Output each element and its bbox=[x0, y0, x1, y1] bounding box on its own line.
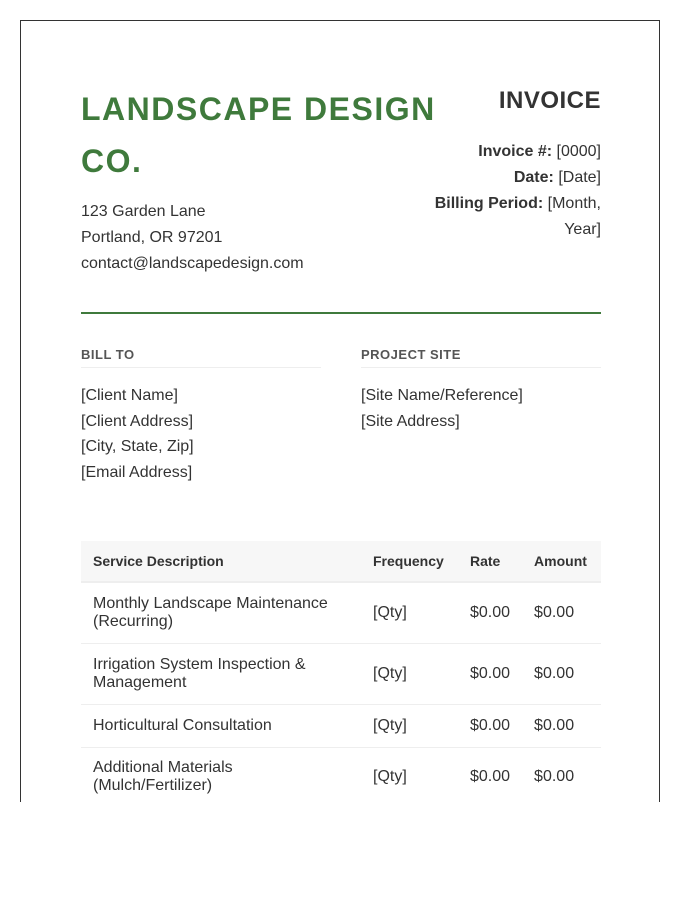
company-street: 123 Garden Lane bbox=[81, 203, 206, 220]
header-frequency: Frequency bbox=[361, 541, 458, 582]
service-frequency: [Qty] bbox=[361, 582, 458, 643]
billing-period-label: Billing Period: bbox=[434, 195, 544, 212]
invoice-date-value: [Date] bbox=[558, 169, 601, 186]
invoice-date-line bbox=[401, 165, 601, 191]
service-frequency: [Qty] bbox=[361, 747, 458, 802]
billing-period-line bbox=[401, 191, 601, 243]
site-name: [Site Name/Reference] bbox=[361, 387, 523, 404]
client-city-state-zip: [City, State, Zip] bbox=[81, 438, 194, 456]
company-email: contact@landscapedesign.com bbox=[81, 255, 304, 272]
service-amount: $0.00 bbox=[522, 747, 601, 802]
bill-to-block bbox=[81, 383, 194, 485]
service-rate: $0.00 bbox=[458, 643, 522, 704]
invoice-number-label: Invoice #: bbox=[478, 143, 553, 160]
service-amount: $0.00 bbox=[522, 643, 601, 704]
project-site-heading: PROJECT SITE bbox=[361, 347, 601, 368]
client-address: [Client Address] bbox=[81, 412, 194, 430]
header-service-description: Service Description bbox=[81, 541, 361, 582]
service-description: Irrigation System Inspection & Management bbox=[81, 643, 361, 704]
bill-to-heading: BILL TO bbox=[81, 347, 321, 368]
table-row bbox=[81, 582, 601, 643]
header-divider bbox=[81, 312, 601, 314]
billing-period-value: [Month, Year] bbox=[547, 195, 601, 238]
service-description: Additional Materials (Mulch/Fertilizer) bbox=[81, 747, 361, 802]
invoice-number-value: [0000] bbox=[556, 143, 601, 160]
service-description: Monthly Landscape Maintenance (Recurring) bbox=[81, 582, 361, 643]
invoice-number-line bbox=[401, 139, 601, 165]
service-description: Horticultural Consultation bbox=[81, 704, 361, 747]
invoice-title: INVOICE bbox=[498, 87, 601, 114]
invoice-page bbox=[20, 20, 660, 802]
header-amount: Amount bbox=[522, 541, 601, 582]
service-frequency: [Qty] bbox=[361, 704, 458, 747]
client-name: [Client Name] bbox=[81, 387, 178, 404]
header-rate: Rate bbox=[458, 541, 522, 582]
table-row bbox=[81, 704, 601, 747]
service-amount: $0.00 bbox=[522, 582, 601, 643]
site-address: [Site Address] bbox=[361, 412, 460, 430]
table-row bbox=[81, 643, 601, 704]
service-rate: $0.00 bbox=[458, 747, 522, 802]
service-amount: $0.00 bbox=[522, 704, 601, 747]
service-rate: $0.00 bbox=[458, 704, 522, 747]
service-rate: $0.00 bbox=[458, 582, 522, 643]
company-address bbox=[81, 199, 304, 277]
invoice-meta bbox=[401, 139, 601, 243]
client-email: [Email Address] bbox=[81, 463, 193, 481]
invoice-date-label: Date: bbox=[513, 169, 554, 186]
table-row bbox=[81, 747, 601, 802]
services-table bbox=[81, 541, 601, 802]
company-name: LANDSCAPE DESIGN CO. bbox=[81, 91, 436, 179]
company-city: Portland, OR 97201 bbox=[81, 229, 223, 246]
service-frequency: [Qty] bbox=[361, 643, 458, 704]
project-site-block bbox=[361, 383, 523, 434]
table-header-row bbox=[81, 541, 601, 582]
